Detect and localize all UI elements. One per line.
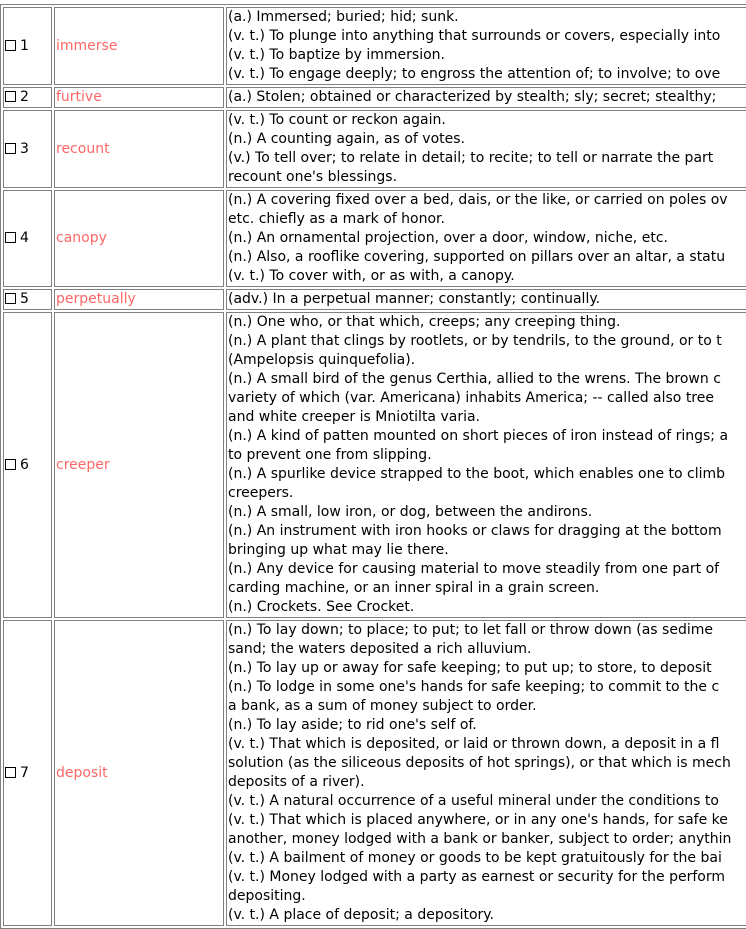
- definition-line: (n.) To lay up or away for safe keeping; to put up; to store, to deposit: [228, 660, 712, 676]
- table-row: [3, 110, 746, 188]
- definition-line: (n.) An instrument with iron hooks or claws for dragging at the bottom: [228, 523, 722, 539]
- definition-line: (v. t.) To plunge into anything that surrounds or covers, especially into: [228, 28, 721, 44]
- entry-definitions: [226, 87, 746, 108]
- entry-number-cell: [3, 289, 52, 310]
- entry-number-cell: [3, 87, 52, 108]
- definition-line: (v. t.) Money lodged with a party as earnest or security for the perform: [228, 869, 725, 885]
- definition-line: (v. t.) A bailment of money or goods to be kept gratuitously for the bai: [228, 850, 722, 866]
- definition-line: (n.) To lodge in some one's hands for safe keeping; to commit to the c: [228, 679, 720, 695]
- definition-line: sand; the waters deposited a rich alluvium.: [228, 641, 532, 657]
- definition-line: (v.) To tell over; to relate in detail; to recite; to tell or narrate the part: [228, 150, 714, 166]
- definition-line: a bank, as a sum of money subject to order.: [228, 698, 537, 714]
- entry-number-cell: [3, 620, 52, 926]
- definition-line: solution (as the siliceous deposits of hot springs), or that which is mech: [228, 755, 731, 771]
- definition-line: creepers.: [228, 485, 294, 501]
- definition-line: (v. t.) To engage deeply; to engross the attention of; to involve; to ove: [228, 66, 721, 82]
- definition-line: another, money lodged with a bank or banker, subject to order; anythin: [228, 831, 732, 847]
- definition-line: (v. t.) That which is deposited, or laid or thrown down, a deposit in a fl: [228, 736, 720, 752]
- checkbox-icon[interactable]: [5, 40, 16, 51]
- definition-line: bringing up what may lie there.: [228, 542, 449, 558]
- checkbox-icon[interactable]: [5, 143, 16, 154]
- entry-number: 5: [20, 291, 29, 307]
- definition-line: (a.) Stolen; obtained or characterized by stealth; sly; secret; stealthy;: [228, 89, 717, 105]
- entry-number: 2: [20, 89, 29, 105]
- definition-line: to prevent one from slipping.: [228, 447, 432, 463]
- definition-line: and white creeper is Mniotilta varia.: [228, 409, 480, 425]
- entry-word: immerse: [54, 7, 224, 85]
- definition-line: (v. t.) That which is placed anywhere, or in any one's hands, for safe ke: [228, 812, 728, 828]
- checkbox-icon[interactable]: [5, 232, 16, 243]
- entry-definitions: [226, 110, 746, 188]
- table-row: [3, 87, 746, 108]
- definition-line: deposits of a river).: [228, 774, 365, 790]
- entry-number-cell: [3, 7, 52, 85]
- definition-line: (a.) Immersed; buried; hid; sunk.: [228, 9, 459, 25]
- definition-line: etc. chiefly as a mark of honor.: [228, 211, 445, 227]
- definition-line: (n.) One who, or that which, creeps; any creeping thing.: [228, 314, 621, 330]
- definition-line: (n.) To lay down; to place; to put; to let fall or throw down (as sedime: [228, 622, 713, 638]
- vocabulary-table-wrapper: [0, 4, 746, 929]
- entry-word: furtive: [54, 87, 224, 108]
- entry-word: canopy: [54, 190, 224, 287]
- checkbox-icon[interactable]: [5, 293, 16, 304]
- table-row: [3, 312, 746, 618]
- definition-line: (n.) A counting again, as of votes.: [228, 131, 465, 147]
- definition-line: (n.) To lay aside; to rid one's self of.: [228, 717, 477, 733]
- entry-word: deposit: [54, 620, 224, 926]
- definition-line: depositing.: [228, 888, 306, 904]
- definition-line: (n.) Also, a rooflike covering, supported on pillars over an altar, a statu: [228, 249, 726, 265]
- vocabulary-table: [0, 4, 746, 929]
- definition-line: recount one's blessings.: [228, 169, 398, 185]
- checkbox-icon[interactable]: [5, 91, 16, 102]
- definition-line: (v. t.) To cover with, or as with, a canopy.: [228, 268, 515, 284]
- entry-number: 4: [20, 230, 29, 246]
- checkbox-icon[interactable]: [5, 767, 16, 778]
- entry-number-cell: [3, 190, 52, 287]
- definition-line: (v. t.) A place of deposit; a depository.: [228, 907, 495, 923]
- table-row: [3, 7, 746, 85]
- definition-line: (adv.) In a perpetual manner; constantly; continually.: [228, 291, 601, 307]
- entry-number: 6: [20, 456, 29, 473]
- table-row: [3, 620, 746, 926]
- definition-line: variety of which (var. Americana) inhabits America; -- called also tree: [228, 390, 714, 406]
- entry-definitions: [226, 620, 746, 926]
- entry-number: 7: [20, 764, 29, 781]
- entry-definitions: [226, 289, 746, 310]
- entry-number: 1: [20, 37, 29, 54]
- definition-line: (v. t.) To count or reckon again.: [228, 112, 446, 128]
- definition-line: (Ampelopsis quinquefolia).: [228, 352, 416, 368]
- entry-word: recount: [54, 110, 224, 188]
- definition-line: (n.) Crockets. See Crocket.: [228, 599, 415, 615]
- entry-definitions: [226, 190, 746, 287]
- entry-definitions: [226, 7, 746, 85]
- table-row: [3, 289, 746, 310]
- entry-definitions: [226, 312, 746, 618]
- definition-line: (v. t.) To baptize by immersion.: [228, 47, 445, 63]
- definition-line: (n.) Any device for causing material to move steadily from one part of: [228, 561, 720, 577]
- entry-number-cell: [3, 312, 52, 618]
- entry-word: perpetually: [54, 289, 224, 310]
- definition-line: (v. t.) A natural occurrence of a useful mineral under the conditions to: [228, 793, 719, 809]
- definition-line: (n.) A small bird of the genus Certhia, allied to the wrens. The brown c: [228, 371, 721, 387]
- definition-line: (n.) An ornamental projection, over a door, window, niche, etc.: [228, 230, 668, 246]
- definition-line: (n.) A kind of patten mounted on short pieces of iron instead of rings; a: [228, 428, 729, 444]
- definition-line: (n.) A plant that clings by rootlets, or by tendrils, to the ground, or to t: [228, 333, 722, 349]
- entry-number-cell: [3, 110, 52, 188]
- entry-number: 3: [20, 140, 29, 157]
- table-row: [3, 190, 746, 287]
- entry-word: creeper: [54, 312, 224, 618]
- definition-line: carding machine, or an inner spiral in a grain screen.: [228, 580, 600, 596]
- definition-line: (n.) A covering fixed over a bed, dais, or the like, or carried on poles ov: [228, 192, 728, 208]
- definition-line: (n.) A small, low iron, or dog, between the andirons.: [228, 504, 593, 520]
- checkbox-icon[interactable]: [5, 459, 16, 470]
- definition-line: (n.) A spurlike device strapped to the boot, which enables one to climb: [228, 466, 726, 482]
